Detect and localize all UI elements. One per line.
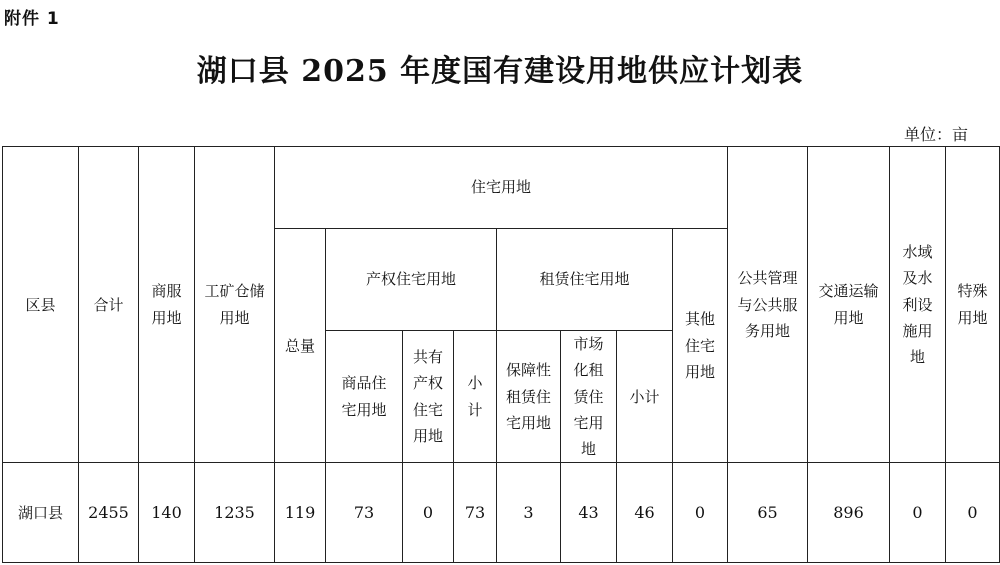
cell-rental-subtotal: 46 — [617, 463, 673, 563]
col-header-property-group: 产权住宅用地 — [326, 229, 497, 331]
cell-transport: 896 — [808, 463, 890, 563]
cell-water: 0 — [890, 463, 946, 563]
table-row — [3, 463, 1000, 563]
col-header-residential-group: 住宅用地 — [275, 147, 728, 229]
col-header-commodity: 商品住 宅用地 — [326, 331, 403, 463]
cell-shared-property: 0 — [403, 463, 454, 563]
cell-industrial: 1235 — [195, 463, 275, 563]
attachment-label: 附件 1 — [4, 9, 60, 29]
cell-total: 2455 — [79, 463, 139, 563]
col-header-rental-subtotal: 小计 — [617, 331, 673, 463]
cell-affordable-rental: 3 — [497, 463, 561, 563]
cell-commercial: 140 — [139, 463, 195, 563]
col-header-commercial: 商服 用地 — [139, 147, 195, 463]
header-row-1 — [3, 147, 1000, 229]
col-header-rental-group: 租赁住宅用地 — [497, 229, 673, 331]
col-header-market-rental: 市场 化租 赁住 宅用 地 — [561, 331, 617, 463]
col-header-public-service: 公共管理 与公共服 务用地 — [728, 147, 808, 463]
col-header-property-subtotal: 小 计 — [454, 331, 497, 463]
col-header-affordable-rental: 保障性 租赁住 宅用地 — [497, 331, 561, 463]
col-header-industrial: 工矿仓储 用地 — [195, 147, 275, 463]
col-header-special: 特殊 用地 — [946, 147, 1000, 463]
cell-commodity: 73 — [326, 463, 403, 563]
unit-label: 单位：亩 — [903, 125, 968, 144]
col-header-shared-property: 共有 产权 住宅 用地 — [403, 331, 454, 463]
cell-public-service: 65 — [728, 463, 808, 563]
cell-market-rental: 43 — [561, 463, 617, 563]
cell-county: 湖口县 — [3, 463, 79, 563]
col-header-total: 合计 — [79, 147, 139, 463]
col-header-other-residential: 其他 住宅 用地 — [673, 229, 728, 463]
page-title: 湖口县 2025 年度国有建设用地供应计划表 — [196, 54, 804, 89]
cell-residential-total: 119 — [275, 463, 326, 563]
col-header-county: 区县 — [3, 147, 79, 463]
col-header-transport: 交通运输 用地 — [808, 147, 890, 463]
col-header-water: 水域 及水 利设 施用 地 — [890, 147, 946, 463]
cell-other-residential: 0 — [673, 463, 728, 563]
land-supply-plan-table — [2, 146, 1000, 563]
cell-property-subtotal: 73 — [454, 463, 497, 563]
cell-special: 0 — [946, 463, 1000, 563]
col-header-residential-total: 总量 — [275, 229, 326, 463]
